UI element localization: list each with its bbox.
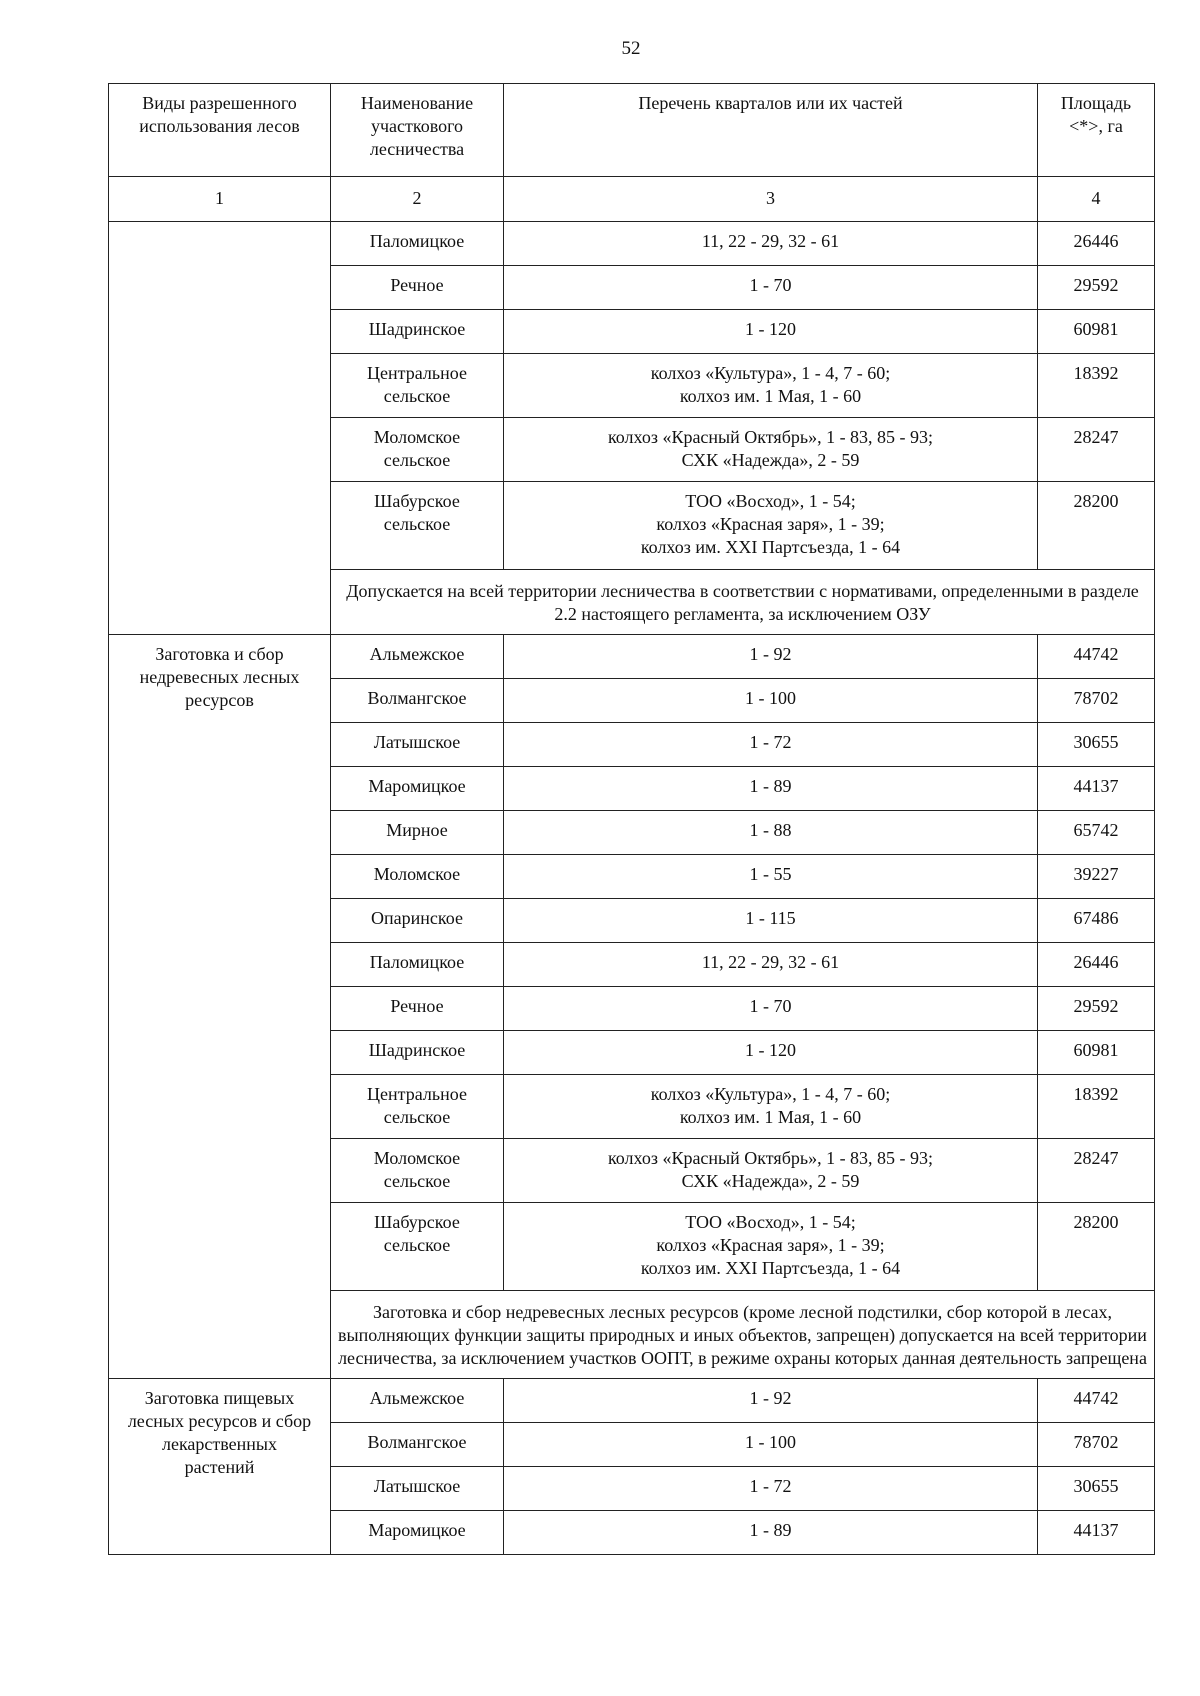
area-cell: 26446 <box>1038 943 1155 987</box>
area-cell: 18392 <box>1038 354 1155 418</box>
column-number-row <box>109 177 1155 222</box>
forestry-name-cell: Латышское <box>331 1467 504 1511</box>
quarters-cell: 1 - 92 <box>504 635 1038 679</box>
quarters-cell: 1 - 89 <box>504 1511 1038 1555</box>
quarters-cell: колхоз «Красный Октябрь», 1 - 83, 85 - 93; СХК «Надежда», 2 - 59 <box>504 418 1038 482</box>
forestry-name-cell: Волмангское <box>331 1423 504 1467</box>
area-cell: 29592 <box>1038 987 1155 1031</box>
forestry-name-cell: Волмангское <box>331 679 504 723</box>
forestry-name-cell: Шабурское сельское <box>331 482 504 570</box>
quarters-cell: 1 - 92 <box>504 1379 1038 1423</box>
quarters-cell: колхоз «Культура», 1 - 4, 7 - 60; колхоз им. 1 Мая, 1 - 60 <box>504 1075 1038 1139</box>
area-cell: 18392 <box>1038 1075 1155 1139</box>
forestry-name-cell: Паломицкое <box>331 222 504 266</box>
quarters-cell: 1 - 120 <box>504 310 1038 354</box>
forestry-name-cell: Шабурское сельское <box>331 1203 504 1291</box>
forestry-name-cell: Центральное сельское <box>331 354 504 418</box>
forestry-name-cell: Паломицкое <box>331 943 504 987</box>
forestry-name-cell: Речное <box>331 987 504 1031</box>
forestry-name-cell: Альмежское <box>331 1379 504 1423</box>
area-cell: 28200 <box>1038 482 1155 570</box>
quarters-cell: колхоз «Культура», 1 - 4, 7 - 60; колхоз им. 1 Мая, 1 - 60 <box>504 354 1038 418</box>
header-area: Площадь <*>, га <box>1038 84 1155 177</box>
area-cell: 44137 <box>1038 1511 1155 1555</box>
use-type-cell: Заготовка и сбор недревесных лесных ресурсов <box>109 635 331 1379</box>
use-type-cell <box>109 222 331 635</box>
quarters-cell: 1 - 72 <box>504 1467 1038 1511</box>
note-cell: Заготовка и сбор недревесных лесных ресурсов (кроме лесной подстилки, сбор которой в лесах, выполняющих функции защиты природных и иных объектов, запрещен) допускается на всей территории лесничества, за исключением участков ООПТ, в режиме охраны которых данная деятельность запрещена <box>331 1291 1155 1379</box>
area-cell: 30655 <box>1038 723 1155 767</box>
quarters-cell: 1 - 100 <box>504 1423 1038 1467</box>
forestry-name-cell: Центральное сельское <box>331 1075 504 1139</box>
quarters-cell: 1 - 100 <box>504 679 1038 723</box>
column-number: 4 <box>1038 177 1155 222</box>
quarters-cell: 1 - 55 <box>504 855 1038 899</box>
area-cell: 65742 <box>1038 811 1155 855</box>
area-cell: 39227 <box>1038 855 1155 899</box>
table-row <box>109 1379 1155 1423</box>
forestry-name-cell: Шадринское <box>331 1031 504 1075</box>
header-quarters: Перечень кварталов или их частей <box>504 84 1038 177</box>
forestry-name-cell: Моломское <box>331 855 504 899</box>
quarters-cell: 1 - 115 <box>504 899 1038 943</box>
quarters-cell: ТОО «Восход», 1 - 54; колхоз «Красная заря», 1 - 39; колхоз им. XXI Партсъезда, 1 - 64 <box>504 1203 1038 1291</box>
area-cell: 44742 <box>1038 1379 1155 1423</box>
forestry-name-cell: Альмежское <box>331 635 504 679</box>
forestry-name-cell: Моломское сельское <box>331 418 504 482</box>
area-cell: 78702 <box>1038 1423 1155 1467</box>
forestry-name-cell: Маромицкое <box>331 767 504 811</box>
forestry-name-cell: Опаринское <box>331 899 504 943</box>
forestry-name-cell: Мирное <box>331 811 504 855</box>
quarters-cell: колхоз «Красный Октябрь», 1 - 83, 85 - 93; СХК «Надежда», 2 - 59 <box>504 1139 1038 1203</box>
use-type-cell: Заготовка пищевых лесных ресурсов и сбор лекарственных растений <box>109 1379 331 1555</box>
quarters-cell: 11, 22 - 29, 32 - 61 <box>504 943 1038 987</box>
forestry-name-cell: Маромицкое <box>331 1511 504 1555</box>
area-cell: 78702 <box>1038 679 1155 723</box>
area-cell: 26446 <box>1038 222 1155 266</box>
note-cell: Допускается на всей территории лесничества в соответствии с нормативами, определенными в разделе 2.2 настоящего регламента, за исключением ОЗУ <box>331 570 1155 635</box>
area-cell: 60981 <box>1038 1031 1155 1075</box>
area-cell: 44742 <box>1038 635 1155 679</box>
header-use-type: Виды разрешенного использования лесов <box>109 84 331 177</box>
area-cell: 44137 <box>1038 767 1155 811</box>
table-row <box>109 635 1155 679</box>
area-cell: 30655 <box>1038 1467 1155 1511</box>
quarters-cell: ТОО «Восход», 1 - 54; колхоз «Красная заря», 1 - 39; колхоз им. XXI Партсъезда, 1 - 64 <box>504 482 1038 570</box>
quarters-cell: 1 - 120 <box>504 1031 1038 1075</box>
quarters-cell: 1 - 89 <box>504 767 1038 811</box>
column-number: 3 <box>504 177 1038 222</box>
forestry-name-cell: Шадринское <box>331 310 504 354</box>
area-cell: 60981 <box>1038 310 1155 354</box>
forestry-name-cell: Речное <box>331 266 504 310</box>
quarters-cell: 11, 22 - 29, 32 - 61 <box>504 222 1038 266</box>
area-cell: 29592 <box>1038 266 1155 310</box>
table-header-row <box>109 84 1155 177</box>
column-number: 2 <box>331 177 504 222</box>
quarters-cell: 1 - 70 <box>504 987 1038 1031</box>
page-number: 52 <box>621 38 641 59</box>
header-forestry-name: Наименование участкового лесничества <box>331 84 504 177</box>
table-row <box>109 222 1155 266</box>
area-cell: 28247 <box>1038 1139 1155 1203</box>
quarters-cell: 1 - 72 <box>504 723 1038 767</box>
quarters-cell: 1 - 70 <box>504 266 1038 310</box>
forestry-name-cell: Моломское сельское <box>331 1139 504 1203</box>
area-cell: 28200 <box>1038 1203 1155 1291</box>
quarters-cell: 1 - 88 <box>504 811 1038 855</box>
area-cell: 67486 <box>1038 899 1155 943</box>
forest-use-table <box>108 83 1155 1555</box>
area-cell: 28247 <box>1038 418 1155 482</box>
forestry-name-cell: Латышское <box>331 723 504 767</box>
column-number: 1 <box>109 177 331 222</box>
